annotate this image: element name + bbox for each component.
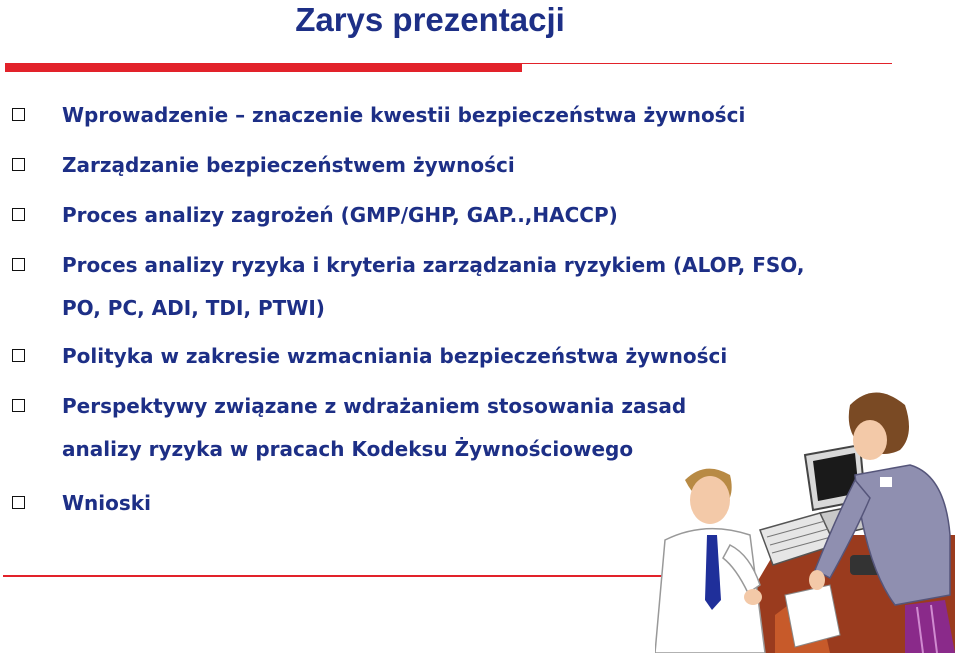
list-item-text: Zarządzanie bezpieczeństwem żywności bbox=[62, 153, 515, 177]
list-item-text-continued: analizy ryzyka w pracach Kodeksu Żywnościowego bbox=[62, 437, 634, 461]
hollow-square-icon bbox=[12, 208, 25, 221]
title-underline-thin bbox=[522, 63, 892, 64]
hollow-square-icon bbox=[12, 349, 25, 362]
title-underline-thick bbox=[5, 63, 522, 72]
list-item-text: Polityka w zakresie wzmacniania bezpieczeństwa żywności bbox=[62, 344, 728, 368]
list-item-text: Wprowadzenie – znaczenie kwestii bezpieczeństwa żywności bbox=[62, 103, 746, 127]
list-item-text: Perspektywy związane z wdrażaniem stosowania zasad bbox=[62, 394, 687, 418]
hollow-square-icon bbox=[12, 496, 25, 509]
hollow-square-icon bbox=[12, 258, 25, 271]
list-item-text-continued: PO, PC, ADI, TDI, PTWI) bbox=[62, 296, 325, 320]
bottom-divider bbox=[3, 575, 665, 577]
list-item-text: Wnioski bbox=[62, 491, 151, 515]
list-item-text: Proces analizy zagrożeń (GMP/GHP, GAP..,HACCP) bbox=[62, 203, 618, 227]
hollow-square-icon bbox=[12, 399, 25, 412]
slide-title: Zarys prezentacji bbox=[295, 1, 565, 38]
office-workers-clipart bbox=[655, 385, 955, 653]
man-figure-icon bbox=[655, 469, 765, 653]
hollow-square-icon bbox=[12, 108, 25, 121]
hollow-square-icon bbox=[12, 158, 25, 171]
list-item-text: Proces analizy ryzyka i kryteria zarządzania ryzykiem (ALOP, FSO, bbox=[62, 253, 805, 277]
